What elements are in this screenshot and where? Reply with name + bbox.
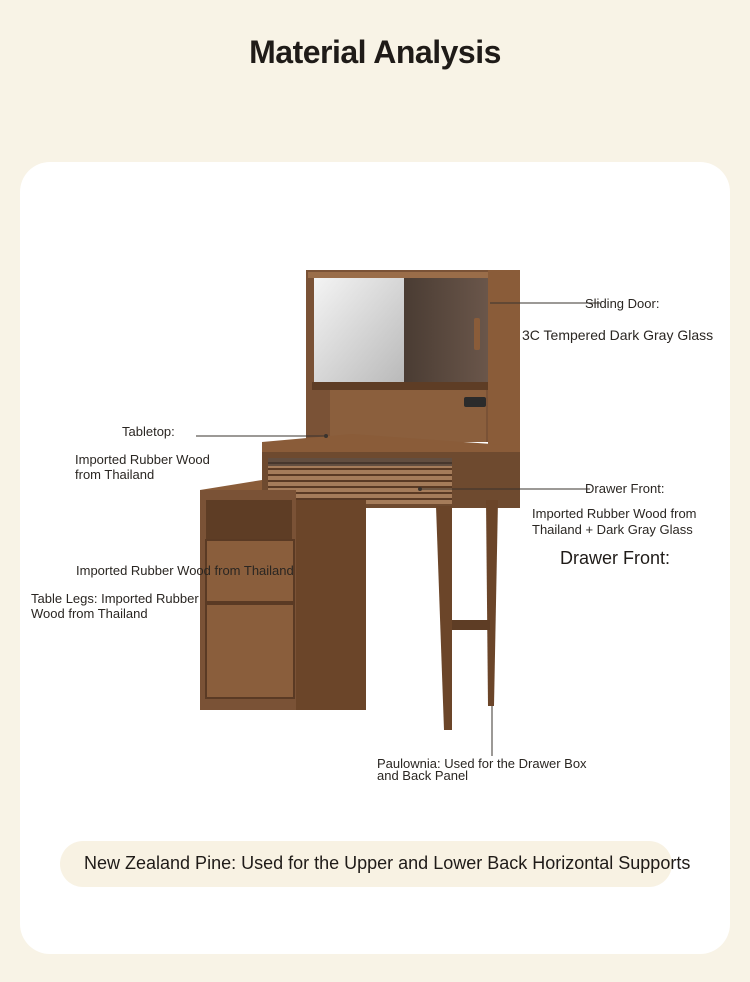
table-legs-label-2: Wood from Thailand bbox=[31, 606, 148, 621]
cabinet-wood-label: Imported Rubber Wood from Thailand bbox=[76, 563, 294, 578]
footer-pill-text: New Zealand Pine: Used for the Upper and Lower Back Horizontal Supports bbox=[84, 853, 691, 873]
power-socket bbox=[464, 397, 486, 407]
sliding-door-desc: 3C Tempered Dark Gray Glass bbox=[522, 327, 714, 343]
drawer-front-heading: Drawer Front: bbox=[560, 548, 671, 568]
drawer-front-desc-2: Thailand + Dark Gray Glass bbox=[532, 522, 693, 537]
drawer-front-title: Drawer Front: bbox=[585, 481, 665, 496]
door-handle bbox=[474, 318, 480, 350]
tabletop-desc-1: Imported Rubber Wood bbox=[75, 452, 210, 467]
page-title: Material Analysis bbox=[249, 34, 501, 70]
tabletop-desc-2: from Thailand bbox=[75, 467, 155, 482]
table-legs-label-1: Table Legs: Imported Rubber bbox=[31, 591, 199, 606]
sliding-door-title: Sliding Door: bbox=[585, 296, 660, 311]
tabletop-title: Tabletop: bbox=[122, 424, 175, 439]
table-legs bbox=[436, 500, 498, 730]
drawer-front-desc-1: Imported Rubber Wood from bbox=[532, 506, 697, 521]
side-cabinet bbox=[200, 480, 366, 710]
tabletop bbox=[262, 434, 520, 508]
mirror bbox=[314, 278, 404, 384]
hutch bbox=[306, 270, 520, 446]
paulownia-label-2: and Back Panel bbox=[377, 768, 469, 783]
paulownia-label-1: Paulownia: Used for the Drawer Box bbox=[377, 756, 587, 771]
